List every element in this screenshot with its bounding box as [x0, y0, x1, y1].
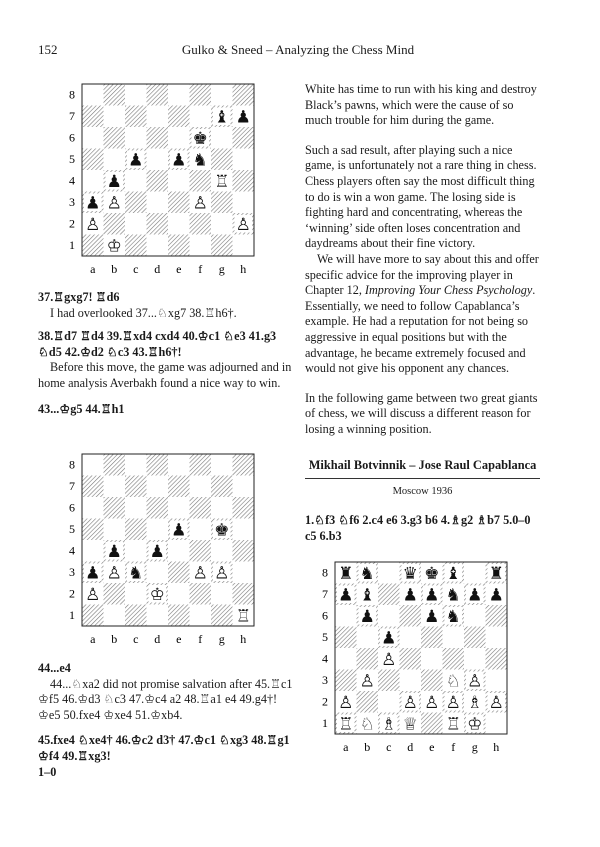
advice-text-b: . Essentially, we need to follow Capablanca’s example. He had a reputation for not being so aggressive in equal positions but with the advantage, he became extremely focused and would not give his opponent any chances. [305, 283, 536, 376]
chess-piece-b3: ♙ [106, 563, 122, 584]
board-square [211, 583, 233, 605]
board-square [233, 497, 255, 519]
board-square [233, 84, 255, 106]
board-square [233, 149, 255, 171]
chess-piece-b4: ♟ [106, 172, 122, 193]
board-square [233, 127, 255, 149]
board-square [147, 605, 169, 627]
running-head-title: Gulko & Sneed – Analyzing the Chess Mind [181, 42, 415, 57]
board-square [400, 605, 422, 627]
board-square [335, 627, 357, 649]
file-label: h [240, 632, 247, 646]
file-label: d [407, 740, 414, 754]
chess-piece-b1: ♔ [106, 236, 122, 257]
board-square [357, 648, 379, 670]
chess-piece-e2: ♙ [424, 693, 440, 714]
board-square [421, 627, 443, 649]
file-label: d [154, 632, 161, 646]
board-square [147, 497, 169, 519]
file-label: f [198, 632, 203, 646]
board-square [211, 192, 233, 214]
board-square [147, 192, 169, 214]
rank-label: 4 [322, 651, 328, 666]
board-square [125, 583, 147, 605]
paragraph-sad-result: Such a sad result, after playing such a nice game, is unfortunately not a rare thing in chess. Chess players often say the most difficult thing to do is win a won game. The losing side is fighting hard and concentrating, whereas the ‘winning’ side often loses concentration and daydreams about their fine victory. [305, 142, 537, 251]
board-square [168, 605, 190, 627]
rank-label: 5 [322, 630, 328, 645]
board-square [104, 454, 126, 476]
board-square [104, 583, 126, 605]
chess-piece-a2: ♙ [85, 215, 101, 236]
board-square [464, 648, 486, 670]
board-square [82, 84, 104, 106]
board-square [190, 605, 212, 627]
board-square [168, 84, 190, 106]
board-square [125, 497, 147, 519]
board-square [233, 170, 255, 192]
chess-piece-d2: ♔ [149, 585, 165, 606]
chess-piece-a7: ♟ [338, 585, 354, 606]
board-square [147, 476, 169, 498]
board-square [190, 540, 212, 562]
running-header [38, 42, 558, 60]
chess-piece-c3: ♞ [128, 563, 144, 584]
board-square [104, 213, 126, 235]
board-square [168, 213, 190, 235]
board-square [168, 540, 190, 562]
board-square [378, 670, 400, 692]
board-square [82, 476, 104, 498]
chess-piece-h1: ♖ [235, 606, 251, 627]
board-square [147, 519, 169, 541]
board-square [233, 562, 255, 584]
file-label: c [133, 632, 139, 646]
board-square [233, 476, 255, 498]
paragraph-king-run: White has time to run with his king and destroy Black’s pawns, which were the cause of so much trouble for him during the game. [305, 82, 537, 128]
file-label: f [451, 740, 456, 754]
board-square [378, 691, 400, 713]
board-square [147, 562, 169, 584]
chess-piece-b4: ♟ [106, 542, 122, 563]
file-label: a [343, 740, 349, 754]
board-square [82, 127, 104, 149]
board-square [211, 605, 233, 627]
board-square [147, 84, 169, 106]
board-square [168, 497, 190, 519]
chess-piece-d4: ♟ [149, 542, 165, 563]
chess-piece-d7: ♟ [402, 585, 418, 606]
rank-label: 2 [322, 694, 328, 709]
board-square [168, 454, 190, 476]
board-square [104, 497, 126, 519]
board-square [125, 454, 147, 476]
move-37: 37.♖gxg7! ♖d6 [38, 290, 120, 304]
rank-label: 5 [69, 152, 75, 167]
file-label: h [240, 262, 247, 276]
board-square [125, 84, 147, 106]
board-square [190, 583, 212, 605]
file-label: g [471, 740, 478, 754]
board-square [335, 605, 357, 627]
chess-piece-g5: ♚ [214, 520, 230, 541]
board-square [464, 562, 486, 584]
paragraph-giants: In the following game between two great giants of chess, we will discuss a different reason for losing a winning position. [305, 390, 538, 436]
board-square [190, 84, 212, 106]
rank-label: 6 [69, 500, 75, 515]
chess-piece-a3: ♟ [85, 563, 101, 584]
board-square [104, 476, 126, 498]
board-square [233, 540, 255, 562]
chess-piece-g2: ♗ [467, 693, 483, 714]
move-44: 44...e4 [38, 661, 71, 675]
board-square [82, 497, 104, 519]
board-square [147, 170, 169, 192]
file-label: b [111, 262, 118, 276]
opening-moves: 1.♘f3 ♘f6 2.c4 e6 3.g3 b6 4.♗g2 ♗b7 5.0–0 c5 6.b3 [305, 513, 531, 543]
board-square [233, 235, 255, 257]
file-label: e [176, 632, 182, 646]
board-square [378, 562, 400, 584]
board-square [357, 691, 379, 713]
paragraph-advice [305, 252, 540, 377]
chess-piece-g1: ♔ [467, 714, 483, 735]
board-square [233, 454, 255, 476]
file-label: a [90, 262, 96, 276]
file-label: b [111, 632, 118, 646]
board-square [211, 235, 233, 257]
chess-piece-e5: ♟ [171, 150, 187, 171]
rank-label: 7 [322, 587, 328, 602]
chess-piece-b7: ♝ [359, 585, 375, 606]
file-label: g [218, 632, 225, 646]
board-square [104, 605, 126, 627]
chess-piece-e8: ♚ [424, 564, 440, 585]
board-square [486, 713, 508, 735]
board-square [421, 713, 443, 735]
board-square [211, 127, 233, 149]
board-square [486, 648, 508, 670]
board-square [147, 213, 169, 235]
board-square [125, 192, 147, 214]
chess-piece-g3: ♙ [467, 671, 483, 692]
chess-piece-b3: ♙ [359, 671, 375, 692]
rank-label: 2 [69, 586, 75, 601]
rank-label: 7 [69, 479, 75, 494]
board-square [125, 213, 147, 235]
board-square [104, 106, 126, 128]
board-square [357, 627, 379, 649]
board-square [211, 84, 233, 106]
chess-piece-c1: ♗ [381, 714, 397, 735]
board-square [400, 670, 422, 692]
board-square [147, 454, 169, 476]
file-label: e [429, 740, 435, 754]
chess-piece-a2: ♙ [338, 693, 354, 714]
chess-piece-d2: ♙ [402, 693, 418, 714]
board-square [190, 454, 212, 476]
board-square [211, 476, 233, 498]
comment-alternative: 44...♘xa2 did not promise salvation after 45.♖c1 ♔f5 46.♔d3 ♘c3 47.♔c4 a2 48.♖a1 e4 49.g4†! ♔e5 50.fxe4 ♔xe4 51.♔xb4. [38, 676, 293, 722]
chess-piece-f8: ♝ [445, 564, 461, 585]
chess-piece-b8: ♞ [359, 564, 375, 585]
board-square [147, 235, 169, 257]
board-square [378, 584, 400, 606]
rank-label: 2 [69, 216, 75, 231]
board-square [168, 235, 190, 257]
file-label: g [218, 262, 225, 276]
board-square [464, 605, 486, 627]
board-square [147, 149, 169, 171]
board-square [233, 519, 255, 541]
board-square [104, 127, 126, 149]
chess-diagram-1 [60, 82, 260, 287]
chess-piece-f6: ♞ [445, 607, 461, 628]
moves-45-49: 45.fxe4 ♘xe4† 46.♔c2 d3† 47.♔c1 ♘xg3 48.♖g1 ♔f4 49.♖xg3! [38, 733, 290, 763]
chess-piece-f3: ♙ [192, 193, 208, 214]
board-square [82, 106, 104, 128]
board-square [125, 605, 147, 627]
rank-label: 4 [69, 173, 75, 188]
chess-piece-a3: ♟ [85, 193, 101, 214]
chess-piece-a2: ♙ [85, 585, 101, 606]
board-square [486, 605, 508, 627]
chapter-title: Improving Your Chess Psychology [364, 283, 533, 298]
rank-label: 8 [69, 457, 75, 472]
chess-piece-d8: ♛ [402, 564, 418, 585]
file-label: f [198, 262, 203, 276]
file-label: b [364, 740, 371, 754]
chess-piece-h2: ♙ [235, 215, 251, 236]
chess-piece-d1: ♕ [402, 714, 418, 735]
board-square [400, 648, 422, 670]
left-column-text-2 [38, 661, 293, 780]
board-square [125, 106, 147, 128]
chess-piece-e5: ♟ [171, 520, 187, 541]
chess-piece-e6: ♟ [424, 607, 440, 628]
board-square [486, 670, 508, 692]
board-square [104, 149, 126, 171]
board-square [211, 213, 233, 235]
board-square [125, 170, 147, 192]
chess-piece-a8: ♜ [338, 564, 354, 585]
board-square [147, 127, 169, 149]
chess-piece-g7: ♟ [467, 585, 483, 606]
game-heading: Mikhail Botvinnik – Jose Raul Capablanca [308, 458, 537, 472]
rank-label: 3 [69, 195, 75, 210]
file-label: c [386, 740, 392, 754]
move-43: 43...♔g5 44.♖h1 [38, 401, 125, 416]
game-result: 1–0 [38, 764, 57, 779]
board-square [190, 213, 212, 235]
rank-label: 6 [322, 608, 328, 623]
board-square [211, 149, 233, 171]
rank-label: 6 [69, 130, 75, 145]
board-square [82, 170, 104, 192]
chess-piece-f6: ♚ [192, 129, 208, 150]
board-square [190, 170, 212, 192]
comment-adjourned: Before this move, the game was adjourned and in home analysis Averbakh found a nice way to win. [38, 360, 292, 390]
chess-piece-b6: ♟ [359, 607, 375, 628]
board-square [168, 476, 190, 498]
page-number: 152 [38, 42, 58, 57]
board-square [211, 454, 233, 476]
board-square [464, 627, 486, 649]
chess-piece-h8: ♜ [488, 564, 504, 585]
chess-piece-f7: ♞ [445, 585, 461, 606]
board-square [104, 519, 126, 541]
rank-label: 8 [322, 565, 328, 580]
comment-overlooked: I had overlooked 37...♘xg7 38.♖h6†. [50, 305, 237, 320]
board-square [233, 192, 255, 214]
right-column-text [305, 82, 540, 437]
advice-text-a: We will have more to say about this and offer specific advice for the improving player in Chapter 12, [305, 251, 539, 298]
board-square [190, 497, 212, 519]
board-square [443, 648, 465, 670]
chess-piece-f2: ♙ [445, 693, 461, 714]
board-square [125, 235, 147, 257]
chess-piece-f5: ♞ [192, 150, 208, 171]
chess-diagram-2 [60, 452, 260, 657]
chess-piece-f1: ♖ [445, 714, 461, 735]
chess-diagram-3 [313, 560, 513, 765]
board-square [82, 519, 104, 541]
chess-piece-c5: ♟ [128, 150, 144, 171]
board-square [82, 540, 104, 562]
file-label: a [90, 632, 96, 646]
chess-piece-c5: ♟ [381, 628, 397, 649]
board-square [125, 127, 147, 149]
board-square [190, 235, 212, 257]
file-label: c [133, 262, 139, 276]
board-square [486, 627, 508, 649]
chess-piece-a1: ♖ [338, 714, 354, 735]
rank-label: 1 [69, 238, 75, 253]
file-label: d [154, 262, 161, 276]
chess-piece-c4: ♙ [381, 650, 397, 671]
board-square [168, 562, 190, 584]
rank-label: 1 [322, 716, 328, 731]
rank-label: 8 [69, 87, 75, 102]
board-square [400, 627, 422, 649]
board-square [147, 106, 169, 128]
rank-label: 1 [69, 608, 75, 623]
rank-label: 3 [322, 673, 328, 688]
board-square [443, 627, 465, 649]
chess-piece-f3: ♘ [445, 671, 461, 692]
board-square [82, 605, 104, 627]
board-square [125, 540, 147, 562]
board-square [190, 519, 212, 541]
board-square [211, 540, 233, 562]
chess-piece-b3: ♙ [106, 193, 122, 214]
board-square [168, 170, 190, 192]
board-square [378, 605, 400, 627]
board-square [335, 670, 357, 692]
board-square [421, 670, 443, 692]
board-square [125, 519, 147, 541]
board-square [125, 476, 147, 498]
board-square [82, 149, 104, 171]
board-square [82, 454, 104, 476]
chess-piece-h7: ♟ [235, 107, 251, 128]
chess-piece-g4: ♖ [214, 172, 230, 193]
heading-rule [305, 478, 540, 479]
game-venue: Moscow 1936 [392, 486, 453, 497]
chess-piece-h2: ♙ [488, 693, 504, 714]
file-label: e [176, 262, 182, 276]
chess-piece-f3: ♙ [192, 563, 208, 584]
chess-piece-e7: ♟ [424, 585, 440, 606]
chess-piece-g3: ♙ [214, 563, 230, 584]
moves-38-43: 38.♖d7 ♖d4 39.♖xd4 cxd4 40.♔c1 ♘e3 41.g3 ♘d5 42.♔d2 ♘c3 43.♖h6†! [38, 329, 277, 359]
board-square [168, 127, 190, 149]
chess-piece-b1: ♘ [359, 714, 375, 735]
board-square [190, 106, 212, 128]
rank-label: 5 [69, 522, 75, 537]
board-square [104, 84, 126, 106]
board-square [168, 583, 190, 605]
left-column-text-1 [38, 290, 293, 417]
chess-piece-h7: ♟ [488, 585, 504, 606]
rank-label: 3 [69, 565, 75, 580]
file-label: h [493, 740, 500, 754]
board-square [421, 648, 443, 670]
chess-piece-g7: ♝ [214, 107, 230, 128]
board-square [168, 106, 190, 128]
board-square [211, 497, 233, 519]
board-square [233, 583, 255, 605]
board-square [168, 192, 190, 214]
rank-label: 4 [69, 543, 75, 558]
rank-label: 7 [69, 109, 75, 124]
board-square [82, 235, 104, 257]
board-square [190, 476, 212, 498]
board-square [335, 648, 357, 670]
